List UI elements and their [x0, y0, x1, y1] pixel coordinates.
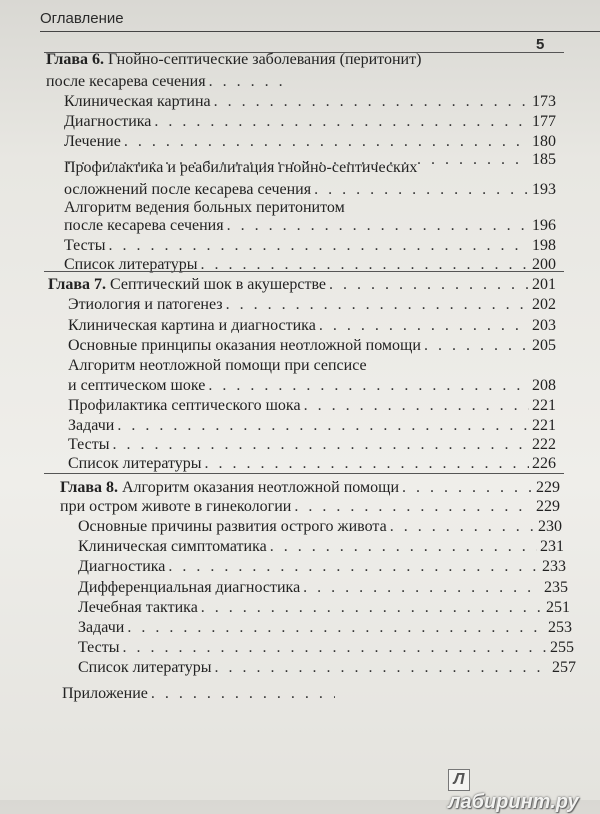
entry-page: 222 [532, 436, 556, 453]
leader-dots [390, 517, 535, 537]
leader-dots [303, 578, 541, 598]
toc-entry [68, 336, 556, 356]
leader-dots [127, 618, 545, 638]
entry-title: Список литературы [64, 256, 198, 273]
entry-page: 203 [532, 317, 556, 334]
leader-dots [109, 236, 529, 256]
leader-dots [215, 658, 549, 678]
toc-entry [68, 376, 556, 396]
entry-title: Основные принципы оказания неотложной помощи [68, 337, 421, 354]
entry-page: 193 [532, 181, 556, 198]
entry-title: после кесарева сечения [64, 217, 224, 234]
toc-entry [64, 112, 556, 132]
chapter-6-label: Глава 6. [46, 51, 104, 68]
leader-dots [227, 216, 529, 236]
leader-dots [319, 316, 529, 336]
chapter-7-title: Септический шок в акушерстве [106, 276, 327, 293]
entry-page: 185 [532, 151, 556, 168]
entry-page: 200 [532, 256, 556, 273]
entry-page: 229 [536, 498, 560, 515]
toc-entry [78, 537, 564, 557]
running-head: Оглавление [40, 10, 124, 27]
leader-dots [201, 598, 543, 618]
toc-entry [64, 198, 556, 218]
toc-entry [78, 578, 568, 598]
toc-entry [68, 295, 556, 315]
entry-title: Список литературы [78, 659, 212, 676]
entry-page: 205 [532, 337, 556, 354]
toc-entry [68, 316, 556, 336]
leader-dots [329, 275, 529, 295]
toc-entry [64, 92, 556, 112]
toc-chapter-6-title-cont [46, 72, 296, 92]
leader-dots [113, 435, 529, 455]
entry-title: Диагностика [64, 113, 152, 130]
toc-chapter-8-title-cont [60, 497, 560, 517]
entry-title: Алгоритм ведения больных перитонитом [64, 199, 345, 216]
entry-page: 255 [550, 639, 574, 656]
toc-entry [78, 557, 566, 577]
entry-title: Клиническая картина и диагностика [68, 317, 316, 334]
toc-entry [68, 416, 556, 436]
leader-dots [270, 537, 537, 557]
leader-dots [123, 638, 547, 658]
chapter-7-label: Глава 7. [48, 276, 106, 293]
entry-page: 233 [542, 558, 566, 575]
toc-entry [68, 356, 556, 376]
entry-page: 257 [552, 659, 576, 676]
entry-title: Алгоритм неотложной помощи при сепсисе [68, 357, 367, 374]
header-rule [40, 31, 600, 32]
entry-page: 253 [548, 619, 572, 636]
entry-title: Тесты [78, 639, 120, 656]
leader-dots [304, 396, 529, 416]
entry-page: 221 [532, 397, 556, 414]
entry-title: и септическом шоке [68, 377, 206, 394]
toc-entry [78, 658, 576, 678]
entry-title: Лечебная тактика [78, 599, 198, 616]
toc-entry [64, 132, 556, 152]
toc-entry [78, 618, 572, 638]
entry-title: Клиническая симптоматика [78, 538, 267, 555]
entry-title: Профилактика и реабилитация гнойно-септических [64, 159, 418, 176]
leader-dots [424, 336, 529, 356]
entry-page: 235 [544, 579, 568, 596]
toc-appendix [62, 684, 362, 704]
entry-page: 173 [532, 93, 556, 110]
labirint-logo-icon: Л [448, 769, 470, 791]
labirint-watermark-logo [448, 764, 600, 814]
entry-title: Лечение [64, 133, 121, 150]
leader-dots [209, 72, 293, 92]
entry-title: Задачи [68, 417, 115, 434]
entry-page: 226 [532, 455, 556, 472]
entry-page: 251 [546, 599, 570, 616]
leader-dots [314, 180, 529, 200]
chapter-6-title: Гнойно-септические заболевания (перитонит) [104, 51, 422, 68]
entry-title: Клиническая картина [64, 93, 211, 110]
toc-entry [78, 638, 574, 658]
toc-chapter-6-title [46, 50, 556, 70]
page-number: 5 [536, 36, 545, 53]
leader-dots [214, 92, 529, 112]
toc-entry [64, 216, 556, 236]
toc-entry [68, 435, 556, 455]
entry-title: Приложение [62, 685, 148, 702]
entry-page: 198 [532, 237, 556, 254]
chapter-separator [44, 473, 564, 474]
toc-entry [78, 517, 562, 537]
entry-page: 201 [532, 276, 556, 293]
entry-page: 202 [532, 296, 556, 313]
entry-title: Тесты [64, 237, 106, 254]
entry-title: Задачи [78, 619, 125, 636]
leader-dots [208, 376, 529, 396]
leader-dots [117, 416, 529, 436]
entry-title: Основные причины развития острого живота [78, 518, 387, 535]
toc-chapter-7-title [48, 275, 556, 295]
chapter-8-title-cont: при остром животе в гинекологии [60, 498, 292, 515]
entry-page: 231 [540, 538, 564, 555]
leader-dots [201, 255, 529, 275]
entry-title: Список литературы [68, 455, 202, 472]
entry-page: 230 [538, 518, 562, 535]
chapter-8-label: Глава 8. [60, 479, 118, 496]
leader-dots [168, 557, 539, 577]
entry-page: 229 [536, 479, 560, 496]
toc-entry [64, 236, 556, 256]
entry-page: 177 [532, 113, 556, 130]
chapter-6-title-cont: после кесарева сечения [46, 73, 206, 90]
toc-entry [64, 255, 556, 275]
entry-title: Дифференциальная диагностика [78, 579, 301, 596]
chapter-separator [44, 271, 564, 272]
entry-title: Диагностика [78, 558, 166, 575]
entry-title: осложнений после кесарева сечения [64, 181, 312, 198]
entry-page: 208 [532, 377, 556, 394]
toc-chapter-8-title [60, 478, 560, 498]
toc-entry [64, 180, 556, 200]
toc-entry [64, 158, 556, 178]
toc-entry [68, 396, 556, 416]
leader-dots [205, 454, 529, 474]
toc-entry [78, 598, 570, 618]
leader-dots [226, 295, 529, 315]
leader-dots [402, 478, 533, 498]
leader-dots [154, 112, 529, 132]
leader-dots [151, 684, 335, 704]
entry-title: Профилактика септического шока [68, 397, 301, 414]
entry-page: 221 [532, 417, 556, 434]
toc-entry [68, 454, 556, 474]
entry-title: Тесты [68, 436, 110, 453]
leader-dots [124, 132, 529, 152]
leader-dots [294, 497, 533, 517]
entry-page: 180 [532, 133, 556, 150]
entry-page: 196 [532, 217, 556, 234]
watermark-text: лабиринт.ру [448, 791, 579, 813]
entry-title: Этиология и патогенез [68, 296, 223, 313]
chapter-8-title: Алгоритм оказания неотложной помощи [118, 479, 399, 496]
